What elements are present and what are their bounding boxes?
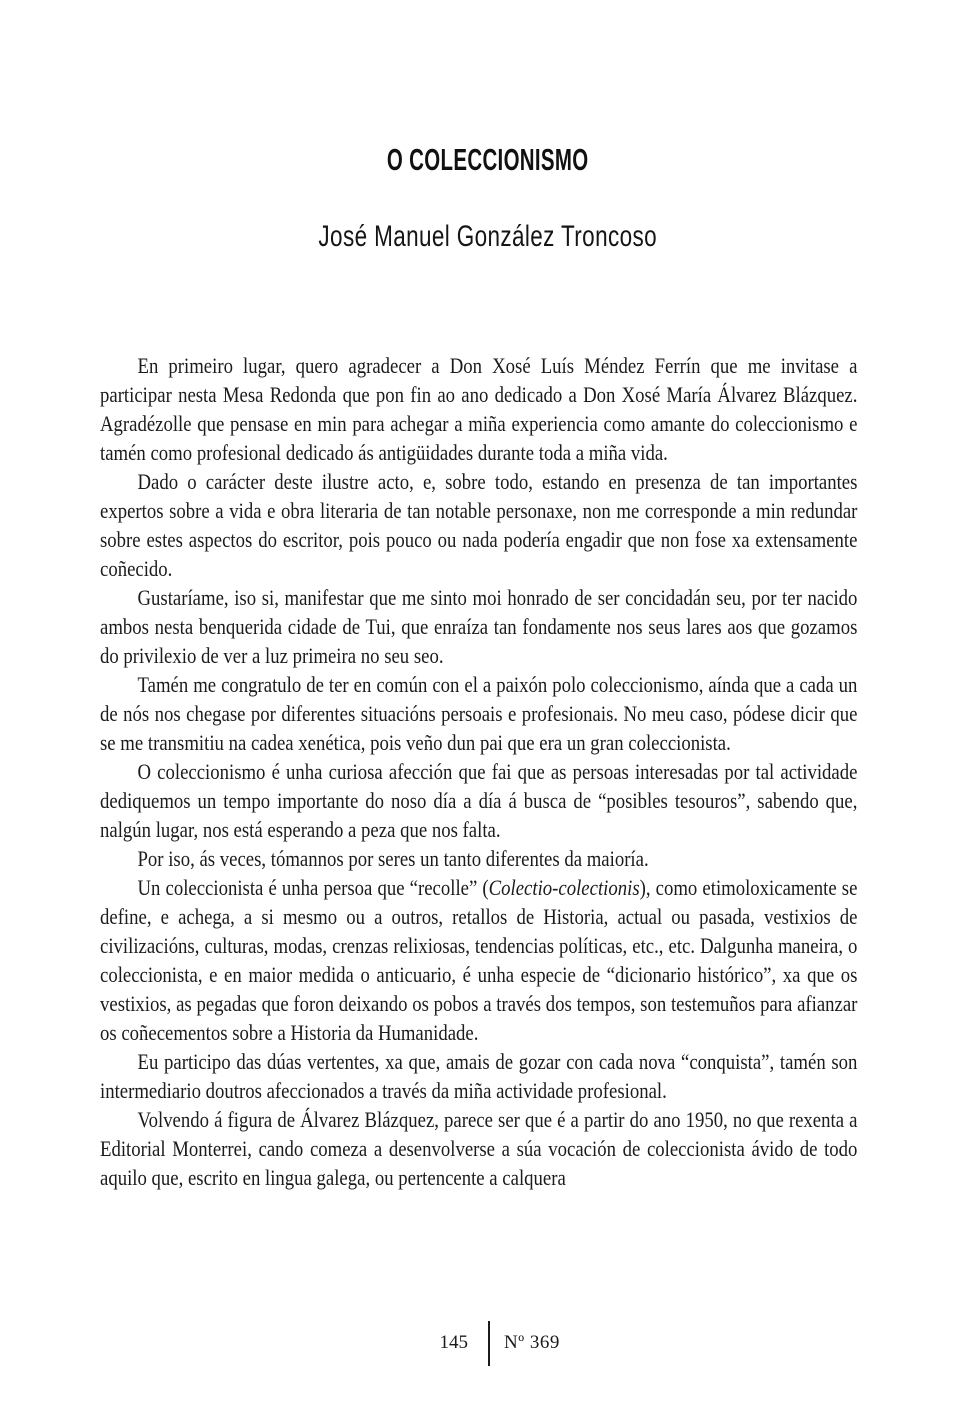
paragraph [100, 844, 857, 873]
paragraph [100, 1047, 857, 1105]
paragraph [100, 351, 857, 467]
text-run: Por iso, ás veces, tómannos por seres un tanto diferentes da maioría. [137, 846, 649, 871]
text-run: Gustaríame, iso si, manifestar que me sinto moi honrado de ser concidadán seu, por ter nacido ambos nesta benquerida cidade de Tui, que enraíza tan fondamente nos seus lares aos que gozamos do privilexio de ver a luz primeira no seu seo. [100, 585, 858, 668]
footer-divider [488, 1321, 490, 1366]
text-run: En primeiro lugar, quero agradecer a Don Xosé Luís Méndez Ferrín que me invitase a participar nesta Mesa Redonda que pon fin ao ano dedicado a Don Xosé María Álvarez Blázquez. Agradézolle que pensase en min para achegar a miña experiencia como amante do coleccionismo e tamén como profesional dedicado ás antigüidades durante toda a miña vida. [100, 353, 858, 465]
title-row [0, 142, 975, 178]
page-number: 145 [439, 1332, 468, 1353]
issue-number: Nº 369 [504, 1332, 560, 1353]
paragraph [100, 670, 857, 757]
page-title: O COLECCIONISMO [386, 142, 589, 177]
text-run: Eu participo das dúas vertentes, xa que, amais de gozar con cada nova “conquista”, tamén son intermediario doutros afeccionados a través da miña actividade profesional. [100, 1049, 858, 1103]
text-run: O coleccionismo é unha curiosa afección que fai que as persoas interesadas por tal actividade dediquemos un tempo importante do noso día a día á busca de “posibles tesouros”, sabendo que, nalgún lugar, nos está esperando a peza que nos falta. [100, 759, 858, 842]
paragraph [100, 1105, 857, 1192]
text-run: Dado o carácter deste ilustre acto, e, sobre todo, estando en presenza de tan importantes expertos sobre a vida e obra literaria de tan notable personaxe, non me corresponde a min redundar sobre estes aspectos do escritor, pois pouco ou nada podería engadir que non fose xa extensamente coñecido. [100, 469, 858, 581]
article-body [100, 351, 857, 1192]
italic-text-run: Colectio-colectionis [488, 875, 640, 900]
paragraph [100, 467, 857, 583]
paragraph [100, 757, 857, 844]
text-run: Volvendo á figura de Álvarez Blázquez, parece ser que é a partir do ano 1950, no que rexenta a Editorial Monterrei, cando comeza a desenvolverse a súa vocación de coleccionista ávido de todo aquilo que, escrito en lingua galega, ou pertencente a calquera [100, 1107, 858, 1190]
text-run: Un coleccionista é unha persoa que “recolle” ( [137, 875, 489, 900]
paragraph [100, 873, 857, 1047]
text-run: Tamén me congratulo de ter en común con el a paixón polo coleccionismo, aínda que a cada un de nós nos chegase por diferentes situacións persoais e profesionais. No meu caso, pódese dicir que se me transmitiu na cadea xenética, pois veño dun pai que era un gran coleccionista. [100, 672, 858, 755]
paragraph [100, 583, 857, 670]
author-row [0, 220, 975, 254]
text-run: ), como etimoloxicamente se define, e achega, a si mesmo ou a outros, retallos de Historia, actual ou pasada, vestixios de civilizacións, culturas, modas, crenzas relixiosas, tendencias políticas, etc., etc. Dalgunha maneira, o coleccionista, e en maior medida o anticuario, é unha especie de “dicionario histórico”, xa que os vestixios, as pegadas que foron deixando os pobos a través dos tempos, son testemuños para afianzar os coñecementos sobre a Historia da Humanidade. [100, 875, 858, 1045]
author-name: José Manuel González Troncoso [318, 220, 657, 253]
